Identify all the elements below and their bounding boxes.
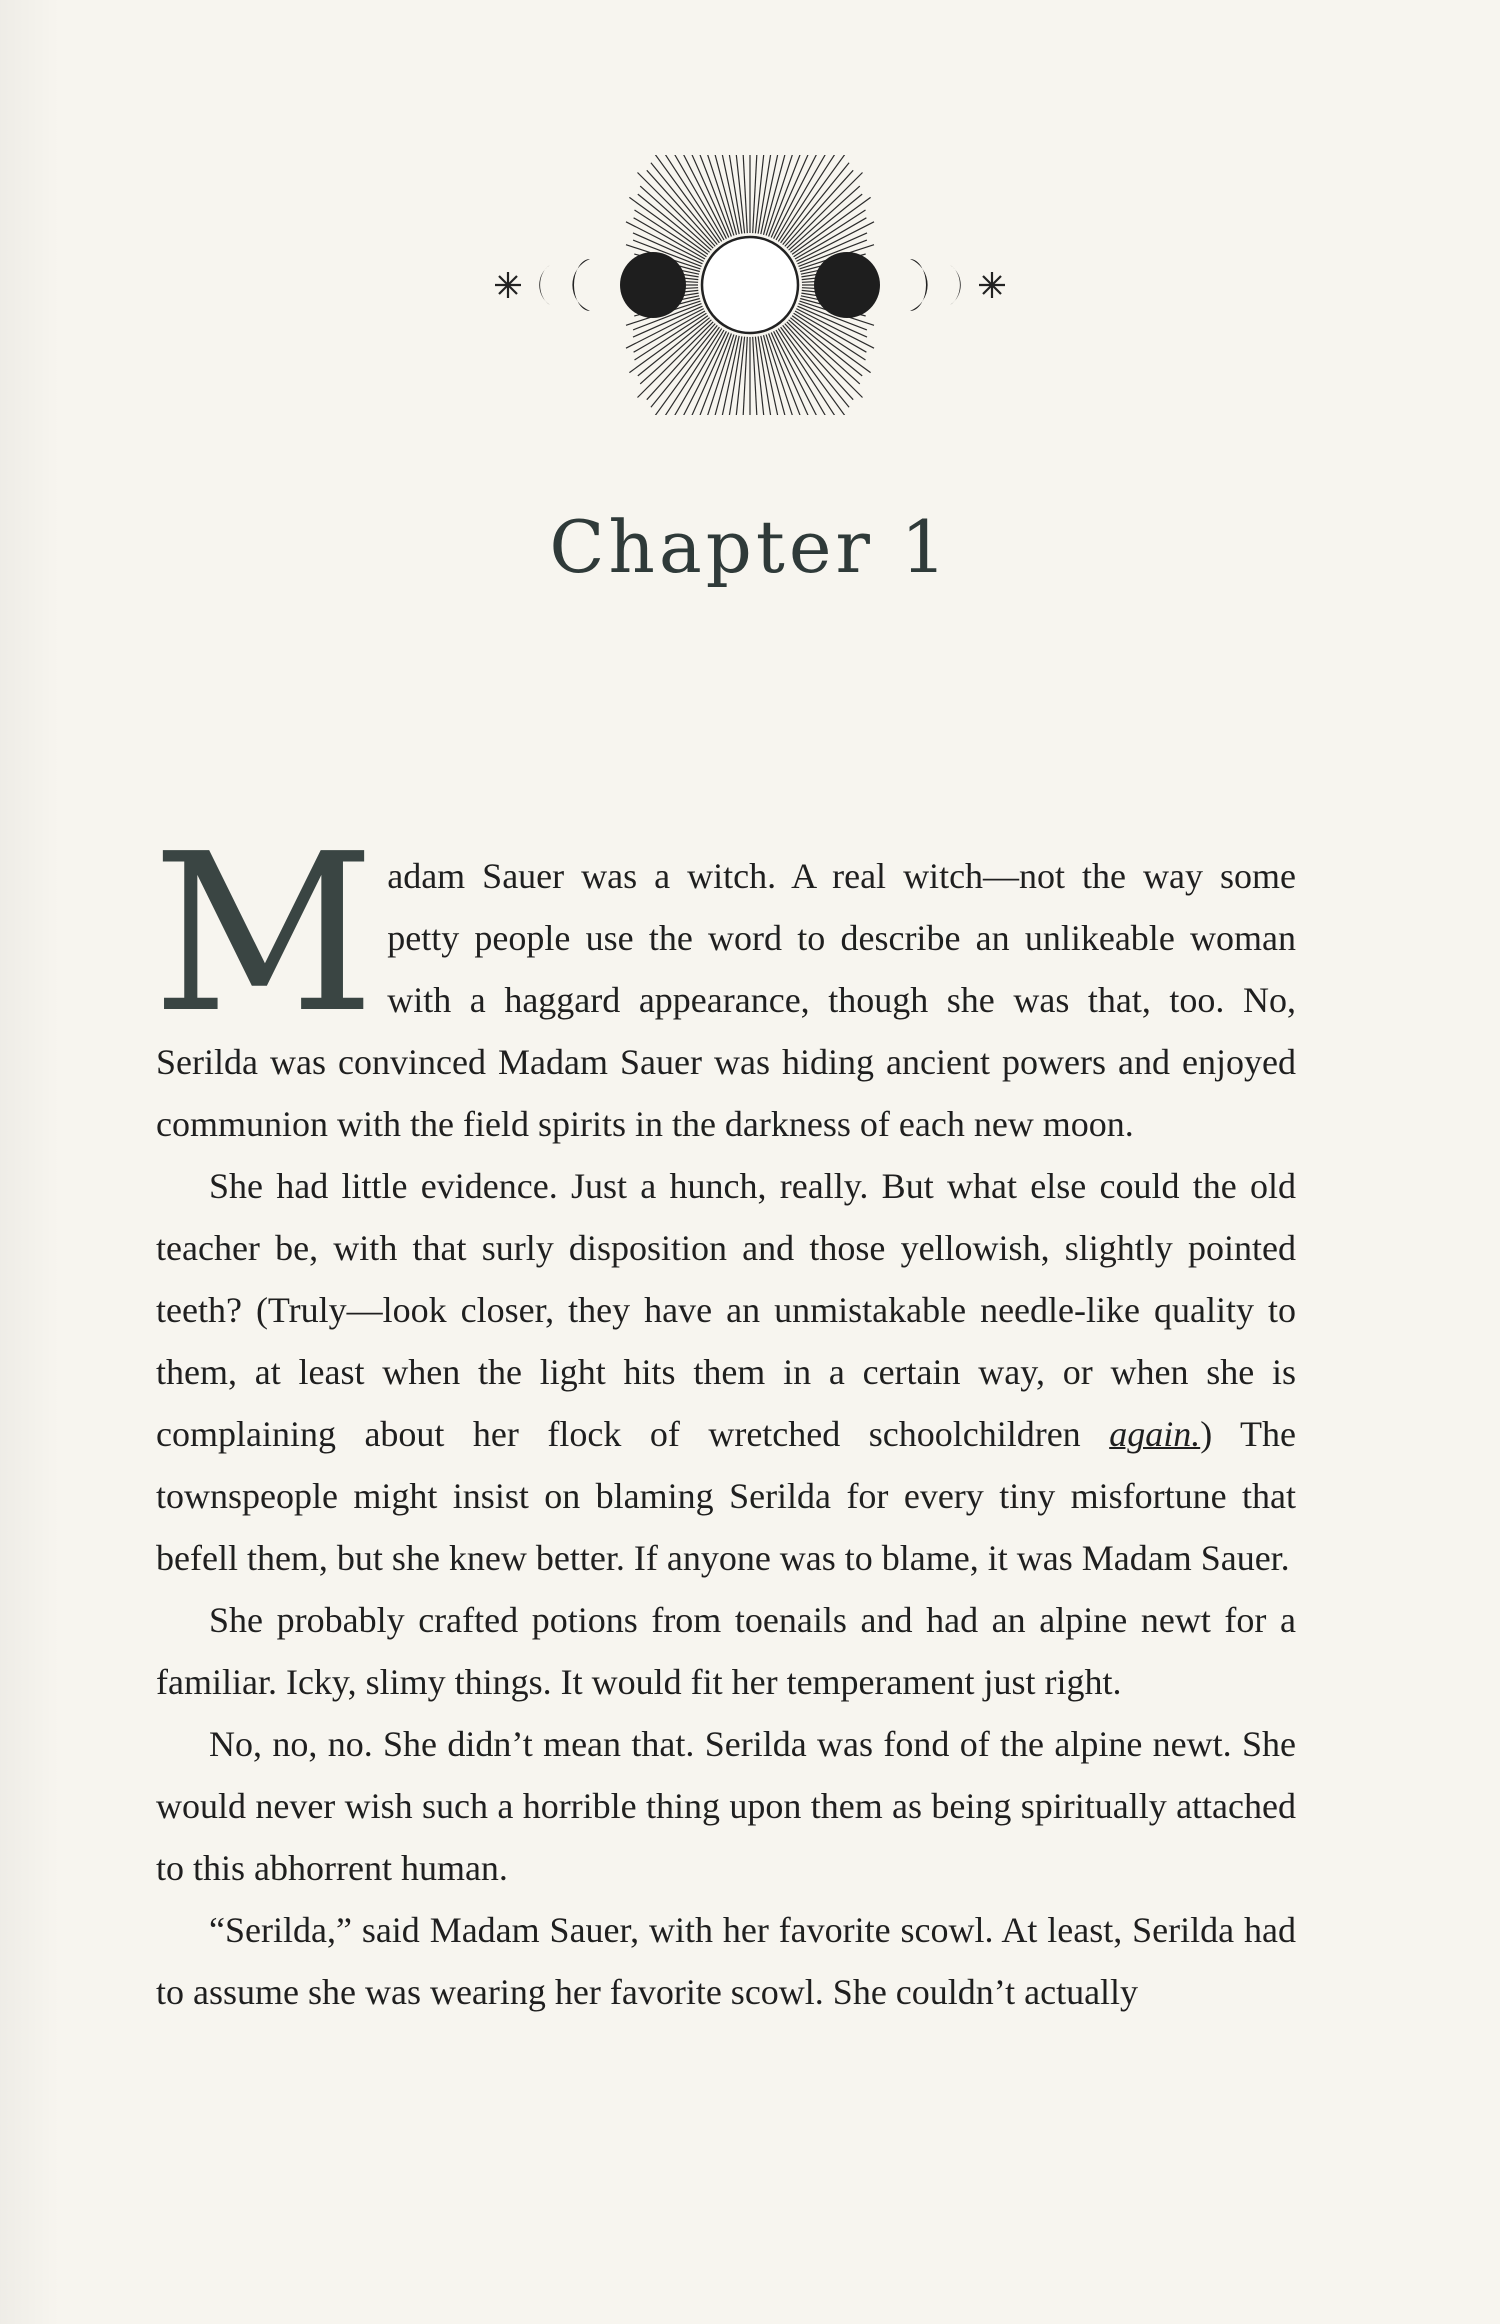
drop-cap: M [152, 808, 372, 1061]
paragraph-text: ) The townspeople might insist on blaming Serilda for every tiny misfortune that befell them, but she knew better. If anyone was to blame, it was Madam Sauer. [156, 1414, 1297, 1578]
paragraph-text: She probably crafted potions from toenails and had an alpine newt for a familiar. Icky, slimy things. It would fit her temperament just right. [156, 1600, 1296, 1702]
paragraph-text: adam Sauer was a witch. A real witch—not the way some petty people use the word to describe an unlikeable woman with a haggard appearance, though she was that, too. No, Serilda was convinced Madam Sauer was hiding ancient powers and enjoyed communion with the field spirits in the darkness of each new moon. [156, 856, 1296, 1144]
paragraph [156, 1899, 1296, 2023]
chapter-body [152, 808, 1297, 2023]
paragraph [156, 1589, 1296, 1713]
chapter-title: Chapter 1 [549, 505, 951, 589]
moon-phases-sun-ornament-icon [470, 155, 1030, 415]
paragraph-text: “Serilda,” said Madam Sauer, with her favorite scowl. At least, Serilda had to assume she was wearing her favorite scowl. She couldn’t actually [156, 1910, 1296, 2012]
paragraph [156, 1713, 1296, 1899]
paragraph [156, 1155, 1296, 1589]
paragraph [152, 808, 1296, 1155]
paragraph-text: She had little evidence. Just a hunch, really. But what else could the old teacher be, with that surly disposition and those yellowish, slightly pointed teeth? (Truly—look closer, they have an unmistakable needle-like quality to them, at least when the light hits them in a certain way, or when she is complaining about her flock of wretched schoolchildren [156, 1166, 1296, 1454]
paragraph-text: No, no, no. She didn’t mean that. Serilda was fond of the alpine newt. She would never wish such a horrible thing upon them as being spiritually attached to this abhorrent human. [156, 1724, 1296, 1888]
italic-text: again. [1109, 1414, 1201, 1454]
